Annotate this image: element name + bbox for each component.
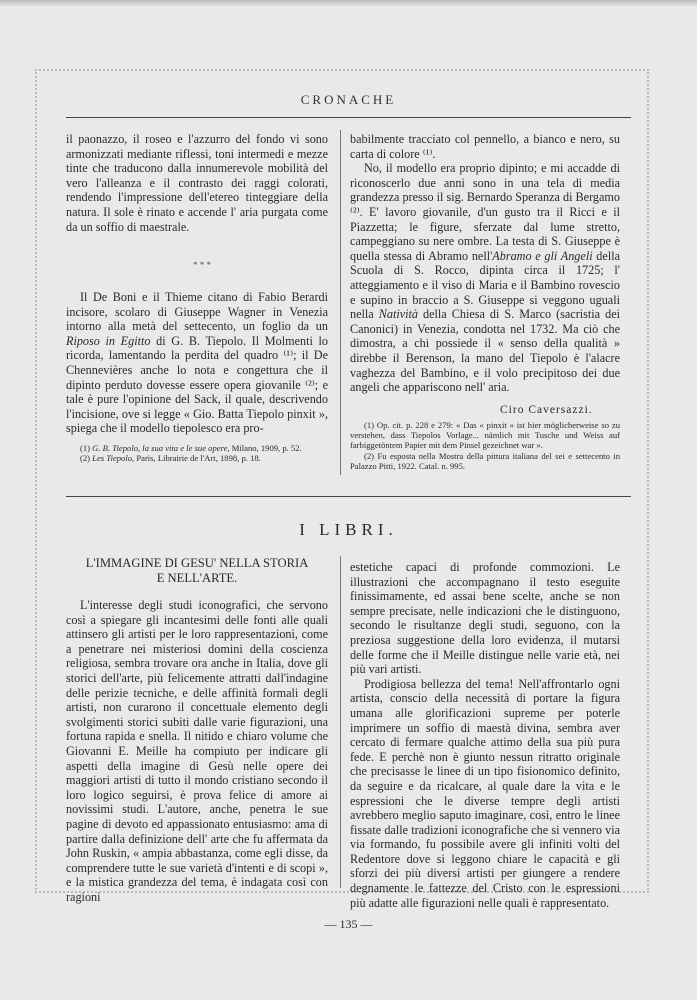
footnotes-left bbox=[66, 443, 328, 463]
paragraph: Prodigiosa bellezza del tema! Nell'affrontarlo ogni artista, conscio della necessità di portare la figura umana alle glorificazioni supreme per poterle imprimere un soffio di maestà divina, sembra aver cercato di fermare qualche attimo della sua più pura fede. E perchè non è giunto nessun ritratto originale che precisasse le linee di un tipo fisionomico definito, da seguire e da ricalcare, al quale dare la vita e le espressioni che le diverse tempre degli artisti avrebbero meglio saputo imaginare, così, entro le linee fissate dalle tradizioni iconografiche che si vennero via via formando, fu possibile avere gli infiniti volti del Redentore dove si leggono chiare le capacità e gli sforzi dei più diversi artisti per giungere a rendere degnamente le fattezze del Cristo con le espressioni più adatte alle figurazioni nelle quali è rappresentato. bbox=[350, 676, 620, 910]
header-rule bbox=[66, 117, 631, 118]
section-rule bbox=[66, 496, 631, 497]
upper-right-column bbox=[350, 132, 620, 395]
author-signature: Ciro Caversazzi. bbox=[500, 404, 593, 416]
paragraph: babilmente tracciato col pennello, a bianco e nero, su carta di colore ⁽¹⁾. bbox=[350, 132, 620, 161]
paragraph: il paonazzo, il roseo e l'azzurro del fondo vi sono armonizzati mediante riflessi, toni intermedi e mezze tinte che traducono dalla innumerevole mobilità del vero l'alleanza e il contrasto dei raggi colorati, rendendo l'impressione dell'etereo tinteggiare della natura. Il sole è rinato e accende l' aria purgata come da un soffio di maestrale. bbox=[66, 132, 328, 234]
lower-left-column bbox=[66, 598, 328, 904]
footnote: (2) Les Tiepolo, Paris, Librairie de l'Art, 1898, p. 18. bbox=[80, 453, 261, 464]
scan-edge bbox=[0, 0, 697, 6]
paragraph: estetiche capaci di profonde commozioni. Le illustrazioni che accompagnano il testo eseguite finissimamente, ed assai bene scelte, anche se non sempre precisate, nelle indicazioni che le distinguono, secondo le risultanze degli studi, seguono, con la preziosa suggestione della loro evidenza, il mutarsi delle forme che il Meille distingue nelle varie età, nei più vari artisti. bbox=[350, 560, 620, 677]
footnote: (1) G. B. Tiepolo, la sua vita e le sue opere, Milano, 1909, p. 52. bbox=[80, 443, 302, 453]
paragraph: No, il modello era proprio dipinto; e mi accadde di riconoscerlo due anni sono in una tela di media grandezza presso il sig. Bernardo Speranza di Bergamo ⁽²⁾. E' lavoro giovanile, d'un gusto tra il Ricci e il Piazzetta; le figure, sferzate dal lume stretto, campeggiano su nere ombre. La testa di S. Giuseppe è quella stessa di Abramo nell'Abramo e gli Angeli della Scuola di S. Rocco, dipinta circa il 1725; l' atteggiamento e il viso di Maria e il Bambino rovescio e supino in braccio a S. Giuseppe si veggono uguali nella Natività della Chiesa di S. Marco (sacristia dei Canonici) in Venezia, condotta nel 1732. Ma ciò che dimostra, a chi possiede il « senso della qualità » direbbe il Berenson, la mano del Tiepolo è l'alacre vaghezza del Bambino, e il volo precipitoso dei due angeli che appariscono nell' aria. bbox=[350, 161, 620, 395]
footnotes-right bbox=[350, 420, 620, 471]
section-title: I LIBRI. bbox=[299, 520, 398, 539]
running-title: CRONACHE bbox=[300, 92, 397, 107]
footnote: (2) Fu esposta nella Mostra della pittura italiana del sei e settecento in Palazzo Pitti, 1922. Catal. n. 995. bbox=[350, 450, 620, 471]
column-divider bbox=[340, 556, 341, 888]
footnote: (1) Op. cit. p. 228 e 279: « Das « pinxit » ist hier möglicherweise so zu verstehen, dass Tiepolos Vorlage... nämlich mit Tusche und Weiss auf farbiggetöntem Papier mit dem Pinsel gezeichnet war ». bbox=[350, 420, 620, 451]
page-number: — 135 — bbox=[324, 917, 373, 931]
upper-left-column-2 bbox=[66, 290, 328, 436]
upper-left-column bbox=[66, 132, 328, 234]
section-dinkus: * * * bbox=[193, 260, 211, 270]
paragraph: Il De Boni e il Thieme citano di Fabio Berardi incisore, scolaro di Giuseppe Wagner in Venezia intorno alla metà del settecento, un foglio da un Riposo in Egitto di G. B. Tiepolo. Il Molmenti lo ricorda, lamentando la perdita del quadro ⁽¹⁾; il De Chennevières anche lo nota e congettura che il dipinto perduto dovesse essere opera giovanile ⁽²⁾; e tale è pure l'opinione del Sack, il quale, descrivendo l'incisione, ove si legge « Gio. Batta Tiepolo pinxit », spiega che il modello tiepolesco era pro- bbox=[66, 290, 329, 436]
review-title: L'IMMAGINE DI GESU' NELLA STORIA E NELL'ARTE. bbox=[85, 556, 309, 585]
lower-right-column bbox=[350, 560, 620, 910]
paragraph: L'interesse degli studi iconografici, che servono così a spiegare gli incantesimi delle fonti alle quali attinsero gli artisti per le loro rappresentazioni, come a penetrare nei misteriosi domini della coscienza religiosa, sembra trovare ora anche in Italia, dove gli storici dell'arte, più felicemente attratti dall'indagine delle perizie tecniche, e delle affinità formali degli artisti, non curarono il concettuale elemento degli svolgimenti storici subiti dalle varie figurazioni, una fortuna rapida e snella. Il nitido e chiaro volume che Giovanni E. Meille ha compiuto per indicare gli aspetti della imagine di Gesù nelle opere dei maggiori artisti di tutto il mondo cristiano secondo il loro logico seguirsi, è prova felice di amore ai novissimi studi. L'autore, anche, penetra le sue pagine di devoto ed appassionato entusiasmo: ama di partire dalla definizione dell' arte che fu affermata da John Ruskin, « ampia abbastanza, come egli disse, da comprendere tutte le sue varietà d'intenti e di scopi », e la mistica grandezza del tema, è indagata così con ragioni bbox=[66, 598, 328, 904]
column-divider bbox=[340, 130, 341, 475]
